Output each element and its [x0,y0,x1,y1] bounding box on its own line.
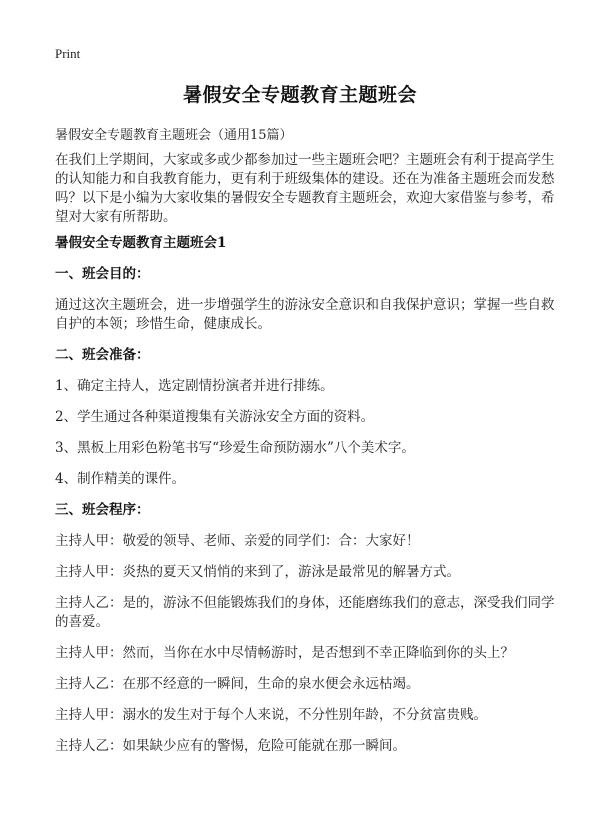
paragraph: 主持人乙：是的，游泳不但能锻炼我们的身体，还能磨练我们的意志，深受我们同学的喜爱。 [55,595,555,630]
intro-paragraph: 在我们上学期间，大家或多或少都参加过一些主题班会吧？主题班会有利于提高学生的认知能力和自我教育能力，更有利于班级集体的建设。还在为准备主题班会而发愁吗？以下是小编为大家收集的暑假安全专题教育主题班会，欢迎大家借鉴与参考，希望对大家有所帮助。 [55,152,555,225]
article-body [55,234,555,768]
page-title: 暑假安全专题教育主题班会 [182,84,417,106]
paragraph: 主持人甲：敬爱的领导、老师、亲爱的同学们：合：大家好！ [55,533,420,549]
section-heading: 暑假安全专题教育主题班会1 [55,235,227,251]
paragraph: 2、学生通过各种渠道搜集有关游泳安全方面的资料。 [55,409,375,425]
section-heading: 三、班会程序： [55,502,150,518]
section-heading: 一、班会目的： [55,266,150,282]
paragraph: 主持人甲：炎热的夏天又悄悄的来到了，游泳是最常见的解暑方式。 [55,564,460,580]
paragraph: 主持人甲：溺水的发生对于每个人来说，不分性别年龄，不分贫富贵贱。 [55,707,487,723]
paragraph: 通过这次主题班会，进一步增强学生的游泳安全意识和自我保护意识；掌握一些自救自护的本领；珍惜生命，健康成长。 [55,297,555,332]
print-link[interactable]: Print [55,46,81,61]
subtitle: 暑假安全专题教育主题班会（通用15篇） [55,128,293,143]
paragraph: 主持人乙：如果缺少应有的警惕，危险可能就在那一瞬间。 [55,738,406,754]
paragraph: 3、黑板上用彩色粉笔书写“珍爱生命预防溺水”八个美术字。 [55,440,415,456]
paragraph: 主持人甲：然而，当你在水中尽情畅游时，是否想到不幸正降临到你的头上？ [55,645,514,661]
paragraph: 1、确定主持人，选定剧情扮演者并进行排练。 [55,378,334,394]
section-heading: 二、班会准备： [55,347,150,363]
paragraph: 主持人乙：在那不经意的一瞬间，生命的泉水便会永远枯竭。 [55,676,420,692]
paragraph: 4、制作精美的课件。 [55,471,186,487]
